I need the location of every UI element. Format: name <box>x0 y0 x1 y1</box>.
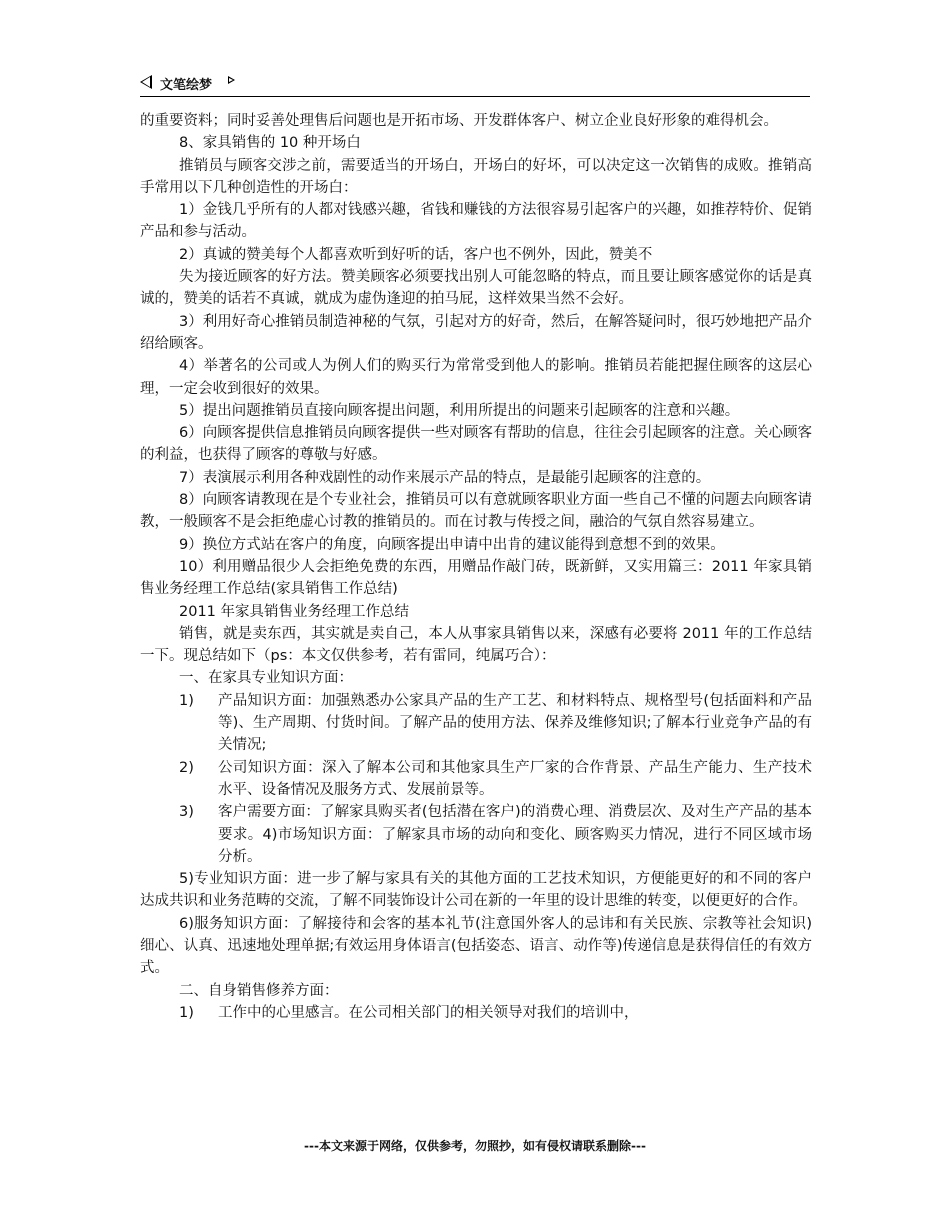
paragraph: 3）利用好奇心推销员制造神秘的气氛，引起对方的好奇，然后，在解答疑问时，很巧妙地把产品介绍给顾客。 <box>140 313 812 352</box>
list-item <box>140 757 812 802</box>
paragraph: 7）表演展示利用各种戏剧性的动作来展示产品的特点，是最能引起顾客的注意的。 <box>179 469 711 486</box>
list-item <box>140 690 812 757</box>
header-brand: 文笔绘梦 <box>160 78 213 93</box>
list-number: 1) <box>179 692 194 709</box>
list-number: 1) <box>179 1004 194 1021</box>
list-item <box>140 801 812 868</box>
paragraph: 9）换位方式站在客户的角度，向顾客提出申请中出肯的建议能得到意想不到的效果。 <box>179 536 725 553</box>
list-text: 公司知识方面：深入了解本公司和其他家具生产厂家的合作背景、产品生产能力、生产技术水平、设备情况及服务方式、发展前景等。 <box>218 759 812 798</box>
page-header <box>140 72 810 97</box>
paragraph: 2）真诚的赞美每个人都喜欢听到好听的话，客户也不例外，因此，赞美不 <box>179 246 653 263</box>
paragraph: 6)服务知识方面：了解接待和会客的基本礼节(注意国外客人的忌讳和有关民族、宗教等社会知识)细心、认真、迅速地处理单据;有效运用身体语言(包括姿态、语言、动作等)传递信息是获得信任的有效方式。 <box>140 915 812 977</box>
paragraph: 失为接近顾客的好方法。赞美顾客必须要找出别人可能忽略的特点，而且要让顾客感觉你的话是真诚的，赞美的话若不真诚，就成为虚伪逢迎的拍马屁，这样效果当然不会好。 <box>140 269 812 308</box>
list-item <box>140 1002 812 1024</box>
paragraph: 8）向顾客请教现在是个专业社会，推销员可以有意就顾客职业方面一些自己不懂的问题去向顾客请教，一般顾客不是会拒绝虚心讨教的推销员的。而在讨教与传授之间，融洽的气氛自然容易建立。 <box>140 492 812 531</box>
section-heading: 一、在家具专业知识方面： <box>179 670 353 687</box>
page-footer: ---本文来源于网络，仅供参考，勿照抄，如有侵权请联系删除--- <box>304 1139 646 1153</box>
triangle-right-icon <box>228 76 235 84</box>
list-number: 3) <box>179 804 194 821</box>
list-text: 工作中的心里感言。在公司相关部门的相关领导对我们的培训中， <box>218 1004 639 1021</box>
section-heading: 二、自身销售修养方面： <box>179 982 339 999</box>
paragraph: 10）利用赠品很少人会拒绝免费的东西，用赠品作敲门砖，既新鲜，又实用篇三：2011 年家具销售业务经理工作总结(家具销售工作总结) <box>140 558 812 598</box>
paragraph: 销售，就是卖东西，其实就是卖自己，本人从事家具销售以来，深感有必要将 2011 年的工作总结一下。现总结如下（ps：本文仅供参考，若有雷同，纯属巧合）： <box>140 625 812 665</box>
list-number: 2) <box>179 759 194 776</box>
paragraph: 4）举著名的公司或人为例人们的购买行为常常受到他人的影响。推销员若能把握住顾客的这层心理，一定会收到很好的效果。 <box>140 358 812 397</box>
list-text: 客户需要方面：了解家具购买者(包括潜在客户)的消费心理、消费层次、及对生产产品的基本要求。4)市场知识方面：了解家具市场的动向和变化、顾客购买力情况，进行不同区域市场分析。 <box>218 804 812 865</box>
paragraph: 1）金钱几乎所有的人都对钱感兴趣，省钱和赚钱的方法很容易引起客户的兴趣，如推荐特价、促销产品和参与活动。 <box>140 202 812 241</box>
paragraph: 5）提出问题推销员直接向顾客提出问题，利用所提出的问题来引起顾客的注意和兴趣。 <box>179 402 740 419</box>
section-heading: 2011 年家具销售业务经理工作总结 <box>179 603 410 620</box>
triangle-left-icon <box>140 75 152 89</box>
document-body <box>140 110 812 1024</box>
list-text: 产品知识方面：加强熟悉办公家具产品的生产工艺、和材料特点、规格型号(包括面料和产品等)、生产周期、付货时间。了解产品的使用方法、保养及维修知识;了解本行业竞争产品的有关情况; <box>218 692 812 754</box>
paragraph: 5)专业知识方面：进一步了解与家具有关的其他方面的工艺技术知识，方便能更好的和不同的客户达成共识和业务范畴的交流，了解不同装饰设计公司在新的一年里的设计思维的转变，以便更好的合作。 <box>140 871 812 910</box>
paragraph: 推销员与顾客交涉之前，需要适当的开场白，开场白的好坏，可以决定这一次销售的成败。推销高手常用以下几种创造性的开场白： <box>140 157 812 196</box>
paragraph: 6）向顾客提供信息推销员向顾客提供一些对顾客有帮助的信息，往往会引起顾客的注意。关心顾客的利益，也获得了顾客的尊敬与好感。 <box>140 425 812 464</box>
section-heading: 8、家具销售的 10 种开场白 <box>179 135 361 152</box>
paragraph: 的重要资料；同时妥善处理售后问题也是开拓市场、开发群体客户、树立企业良好形象的难得机会。 <box>140 113 778 129</box>
